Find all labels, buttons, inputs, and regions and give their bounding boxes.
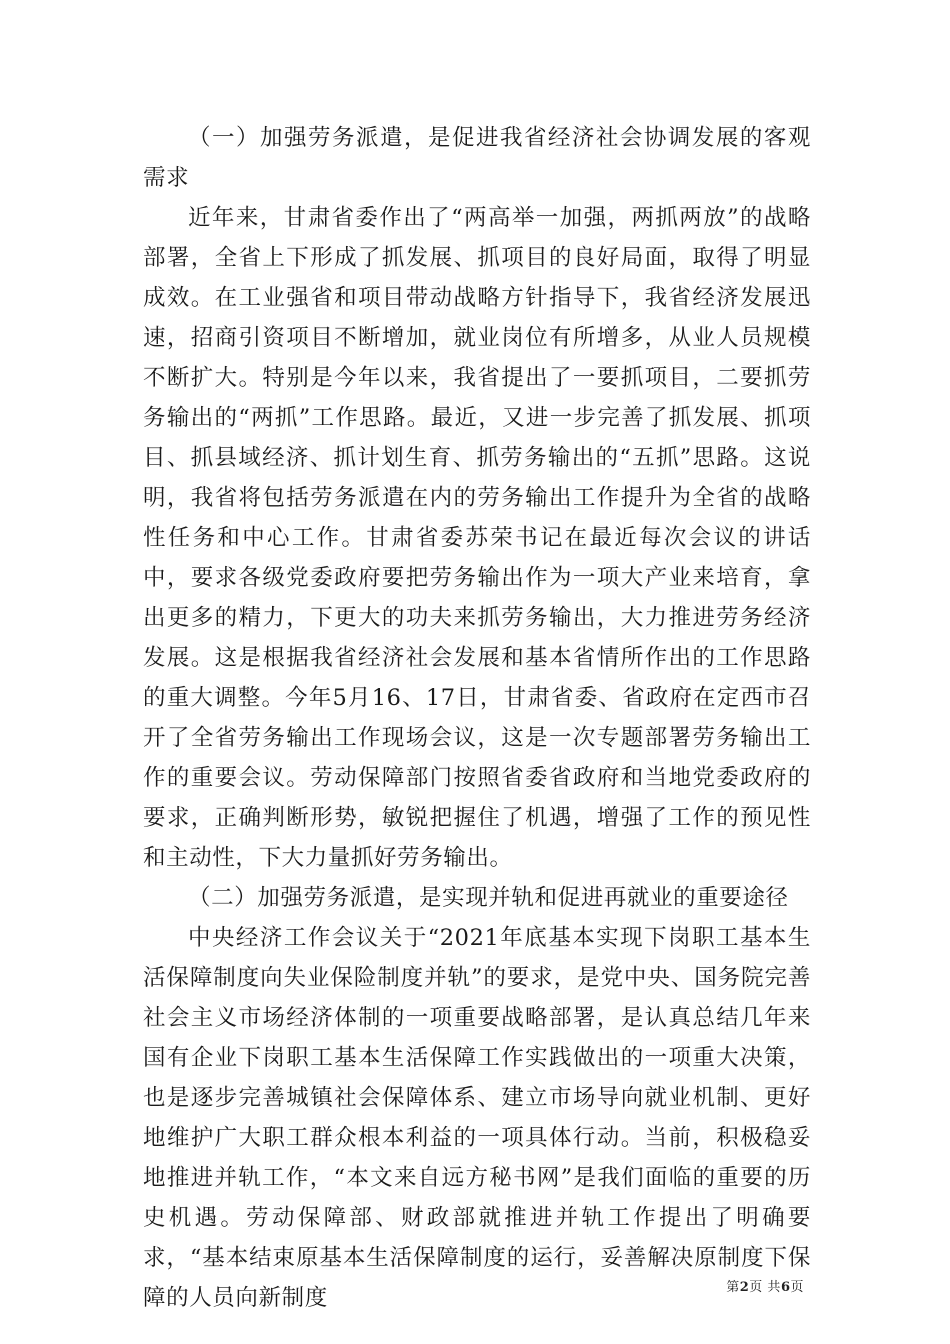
current-page-number: 2 xyxy=(739,1280,750,1295)
total-page-number: 6 xyxy=(780,1280,791,1295)
footer-middle: 页 共 xyxy=(749,1280,781,1295)
footer-suffix: 页 xyxy=(790,1280,804,1295)
page-number-footer xyxy=(726,1276,804,1295)
section-heading-2: （二）加强劳务派遣，是实现并轨和促进再就业的重要途径 xyxy=(188,885,789,911)
footer-prefix: 第 xyxy=(726,1280,740,1295)
document-body xyxy=(143,118,811,1318)
body-paragraph-1: 近年来，甘肃省委作出了“两高举一加强，两抓两放”的战略部署，全省上下形成了抓发展、抓项目的良好局面，取得了明显成效。在工业强省和项目带动战略方针指导下，我省经济发展迅速，招商引资项目不断增加，就业岗位有所增多，从业人员规模不断扩大。特别是今年以来，我省提出了一要抓项目，二要抓劳务输出的“两抓”工作思路。最近，又进一步完善了抓发展、抓项目、抓县域经济、抓计划生育、抓劳务输出的“五抓”思路。这说明，我省将包括劳务派遣在内的劳务输出工作提升为全省的战略性任务和中心工作。甘肃省委苏荣书记在最近每次会议的讲话中，要求各级党委政府要把劳务输出作为一项大产业来培育，拿出更多的精力，下更大的功夫来抓劳务输出，大力推进劳务经济发展。这是根据我省经济社会发展和基本省情所作出的工作思路的重大调整。今年5月16、17日，甘肃省委、省政府在定西市召开了全省劳务输出工作现场会议，这是一次专题部署劳务输出工作的重要会议。劳动保障部门按照省委省政府和当地党委政府的要求，正确判断形势，敏锐把握住了机遇，增强了工作的预见性和主动性，下大力量抓好劳务输出。 xyxy=(143,205,811,871)
section-heading-1: （一）加强劳务派遣，是促进我省经济社会协调发展的客观需求 xyxy=(143,125,811,191)
body-paragraph-2: 中央经济工作会议关于“2021年底基本实现下岗职工基本生活保障制度向失业保险制度并轨”的要求，是党中央、国务院完善社会主义市场经济体制的一项重要战略部署，是认真总结几年来国有企业下岗职工基本生活保障工作实践做出的一项重大决策，也是逐步完善城镇社会保障体系、建立市场导向就业机制、更好地维护广大职工群众根本利益的一项具体行动。当前，积极稳妥地推进并轨工作，“本文来自远方秘书网”是我们面临的重要的历史机遇。劳动保障部、财政部就推进并轨工作提出了明确要求，“基本结束原基本生活保障制度的运行，妥善解决原制度下保障的人员向新制度 xyxy=(143,925,811,1311)
